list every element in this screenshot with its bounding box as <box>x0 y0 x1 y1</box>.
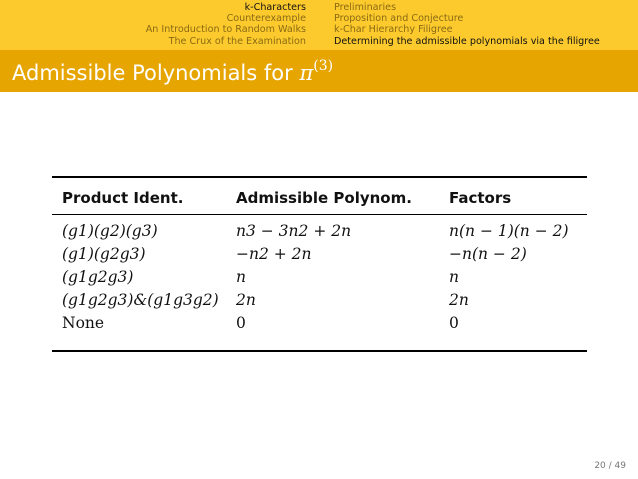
cell-factors: n(n − 1)(n − 2) <box>449 222 569 241</box>
title-symbol: π <box>299 61 314 85</box>
page-number: 20 / 49 <box>594 461 626 471</box>
slide-title-bar <box>0 50 638 92</box>
title-superscript: (3) <box>313 58 334 74</box>
cell-polynomial: n3 − 3n2 + 2n <box>236 222 352 241</box>
nav-section-crux[interactable]: The Crux of the Examination <box>168 35 306 47</box>
title-text: Admissible Polynomials for <box>12 61 300 85</box>
cell-factors: 2n <box>449 291 469 310</box>
cell-product: None <box>62 314 105 333</box>
cell-polynomial: 0 <box>236 314 246 333</box>
table-row <box>52 268 587 290</box>
table-body <box>52 214 587 350</box>
table-row <box>52 245 587 267</box>
cell-factors: n <box>449 268 459 287</box>
table-row <box>52 291 587 313</box>
cell-product: (g1g2g3) <box>62 268 134 287</box>
nav-subsection-preliminaries[interactable]: Preliminaries <box>334 2 397 13</box>
navigation-header <box>0 0 638 50</box>
slide-title <box>12 60 333 85</box>
nav-section-random-walks[interactable]: An Introduction to Random Walks <box>145 24 306 36</box>
nav-subsection-filigree[interactable]: k-Char Hierarchy Filigree <box>334 24 453 36</box>
cell-polynomial: 2n <box>236 291 256 310</box>
header-product-ident: Product Ident. <box>62 188 184 207</box>
cell-product: (g1g2g3)&(g1g3g2) <box>62 291 219 310</box>
section-nav <box>0 2 306 47</box>
nav-subsection-proposition[interactable]: Proposition and Conjecture <box>334 13 464 25</box>
polynomial-table <box>52 176 587 352</box>
cell-factors: −n(n − 2) <box>449 245 527 264</box>
table-row <box>52 222 587 244</box>
cell-polynomial: n <box>236 268 246 287</box>
header-factors: Factors <box>449 188 512 207</box>
header-admissible-polynom: Admissible Polynom. <box>236 188 412 207</box>
table-bottom-rule <box>52 350 587 352</box>
cell-factors: 0 <box>449 314 459 333</box>
cell-polynomial: −n2 + 2n <box>236 245 312 264</box>
nav-subsection-admissible[interactable]: Determining the admissible polynomials via the filigree <box>334 35 600 47</box>
table-header-row <box>52 178 587 214</box>
nav-section-counterexample[interactable]: Counterexample <box>226 13 306 25</box>
cell-product: (g1)(g2g3) <box>62 245 146 264</box>
table-row <box>52 314 587 336</box>
nav-section-k-characters[interactable]: k-Characters <box>244 2 306 13</box>
subsection-nav <box>334 2 634 47</box>
cell-product: (g1)(g2)(g3) <box>62 222 158 241</box>
